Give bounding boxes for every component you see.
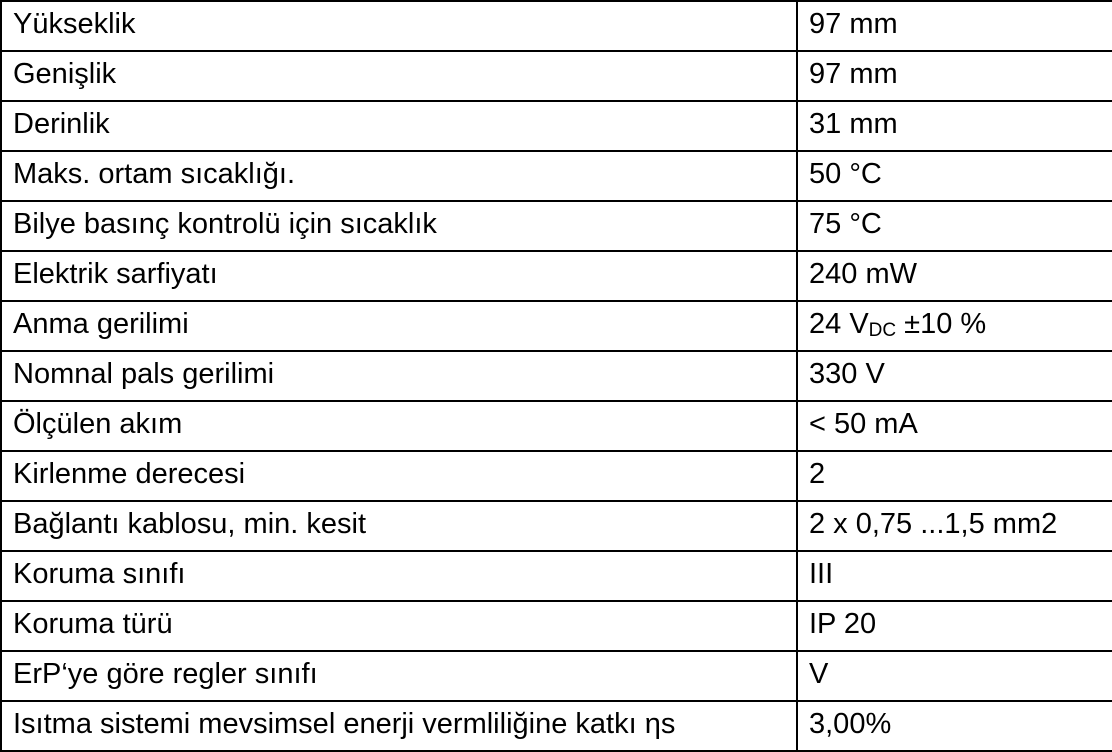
row-value-ball-pressure-temp: 75 °C <box>797 201 1112 251</box>
row-label-seasonal-efficiency: Isıtma sistemi mevsimsel enerji vermliliğine katkı ηs <box>1 701 797 751</box>
row-value-max-ambient-temp: 50 °C <box>797 151 1112 201</box>
row-label-max-ambient-temp: Maks. ortam sıcaklığı. <box>1 151 797 201</box>
row-label-measured-current: Ölçülen akım <box>1 401 797 451</box>
table-row <box>1 651 1112 701</box>
row-value-cable-cross-section: 2 x 0,75 ...1,5 mm2 <box>797 501 1112 551</box>
table-row <box>1 601 1112 651</box>
voltage-subscript: DC <box>868 320 897 341</box>
voltage-suffix: ±10 % <box>896 308 987 340</box>
table-row <box>1 551 1112 601</box>
row-label-erp-class: ErP‘ye göre regler sınıfı <box>1 651 797 701</box>
table-row <box>1 501 1112 551</box>
table-row <box>1 301 1112 351</box>
row-label-ball-pressure-temp: Bilye basınç kontrolü için sıcaklık <box>1 201 797 251</box>
row-label-rated-voltage: Anma gerilimi <box>1 301 797 351</box>
table-row <box>1 701 1112 751</box>
table-row <box>1 401 1112 451</box>
table-row <box>1 251 1112 301</box>
row-label-height: Yükseklik <box>1 1 797 51</box>
row-label-impulse-voltage: Nomnal pals gerilimi <box>1 351 797 401</box>
table-row <box>1 201 1112 251</box>
row-value-width: 97 mm <box>797 51 1112 101</box>
row-label-pollution-degree: Kirlenme derecesi <box>1 451 797 501</box>
row-value-impulse-voltage: 330 V <box>797 351 1112 401</box>
table-row <box>1 351 1112 401</box>
row-value-protection-type: IP 20 <box>797 601 1112 651</box>
row-value-power-consumption: 240 mW <box>797 251 1112 301</box>
row-value-measured-current: < 50 mA <box>797 401 1112 451</box>
row-label-depth: Derinlik <box>1 101 797 151</box>
table-row <box>1 101 1112 151</box>
table-row <box>1 151 1112 201</box>
table-row <box>1 1 1112 51</box>
row-value-protection-class: III <box>797 551 1112 601</box>
row-value-erp-class: V <box>797 651 1112 701</box>
voltage-prefix: 24 V <box>809 308 869 340</box>
table-row <box>1 51 1112 101</box>
row-value-depth: 31 mm <box>797 101 1112 151</box>
row-label-protection-class: Koruma sınıfı <box>1 551 797 601</box>
row-label-protection-type: Koruma türü <box>1 601 797 651</box>
row-value-height: 97 mm <box>797 1 1112 51</box>
row-value-seasonal-efficiency: 3,00% <box>797 701 1112 751</box>
row-value-rated-voltage <box>797 301 1112 351</box>
row-label-cable-cross-section: Bağlantı kablosu, min. kesit <box>1 501 797 551</box>
row-value-pollution-degree: 2 <box>797 451 1112 501</box>
row-label-power-consumption: Elektrik sarfiyatı <box>1 251 797 301</box>
row-label-width: Genişlik <box>1 51 797 101</box>
table-row <box>1 451 1112 501</box>
